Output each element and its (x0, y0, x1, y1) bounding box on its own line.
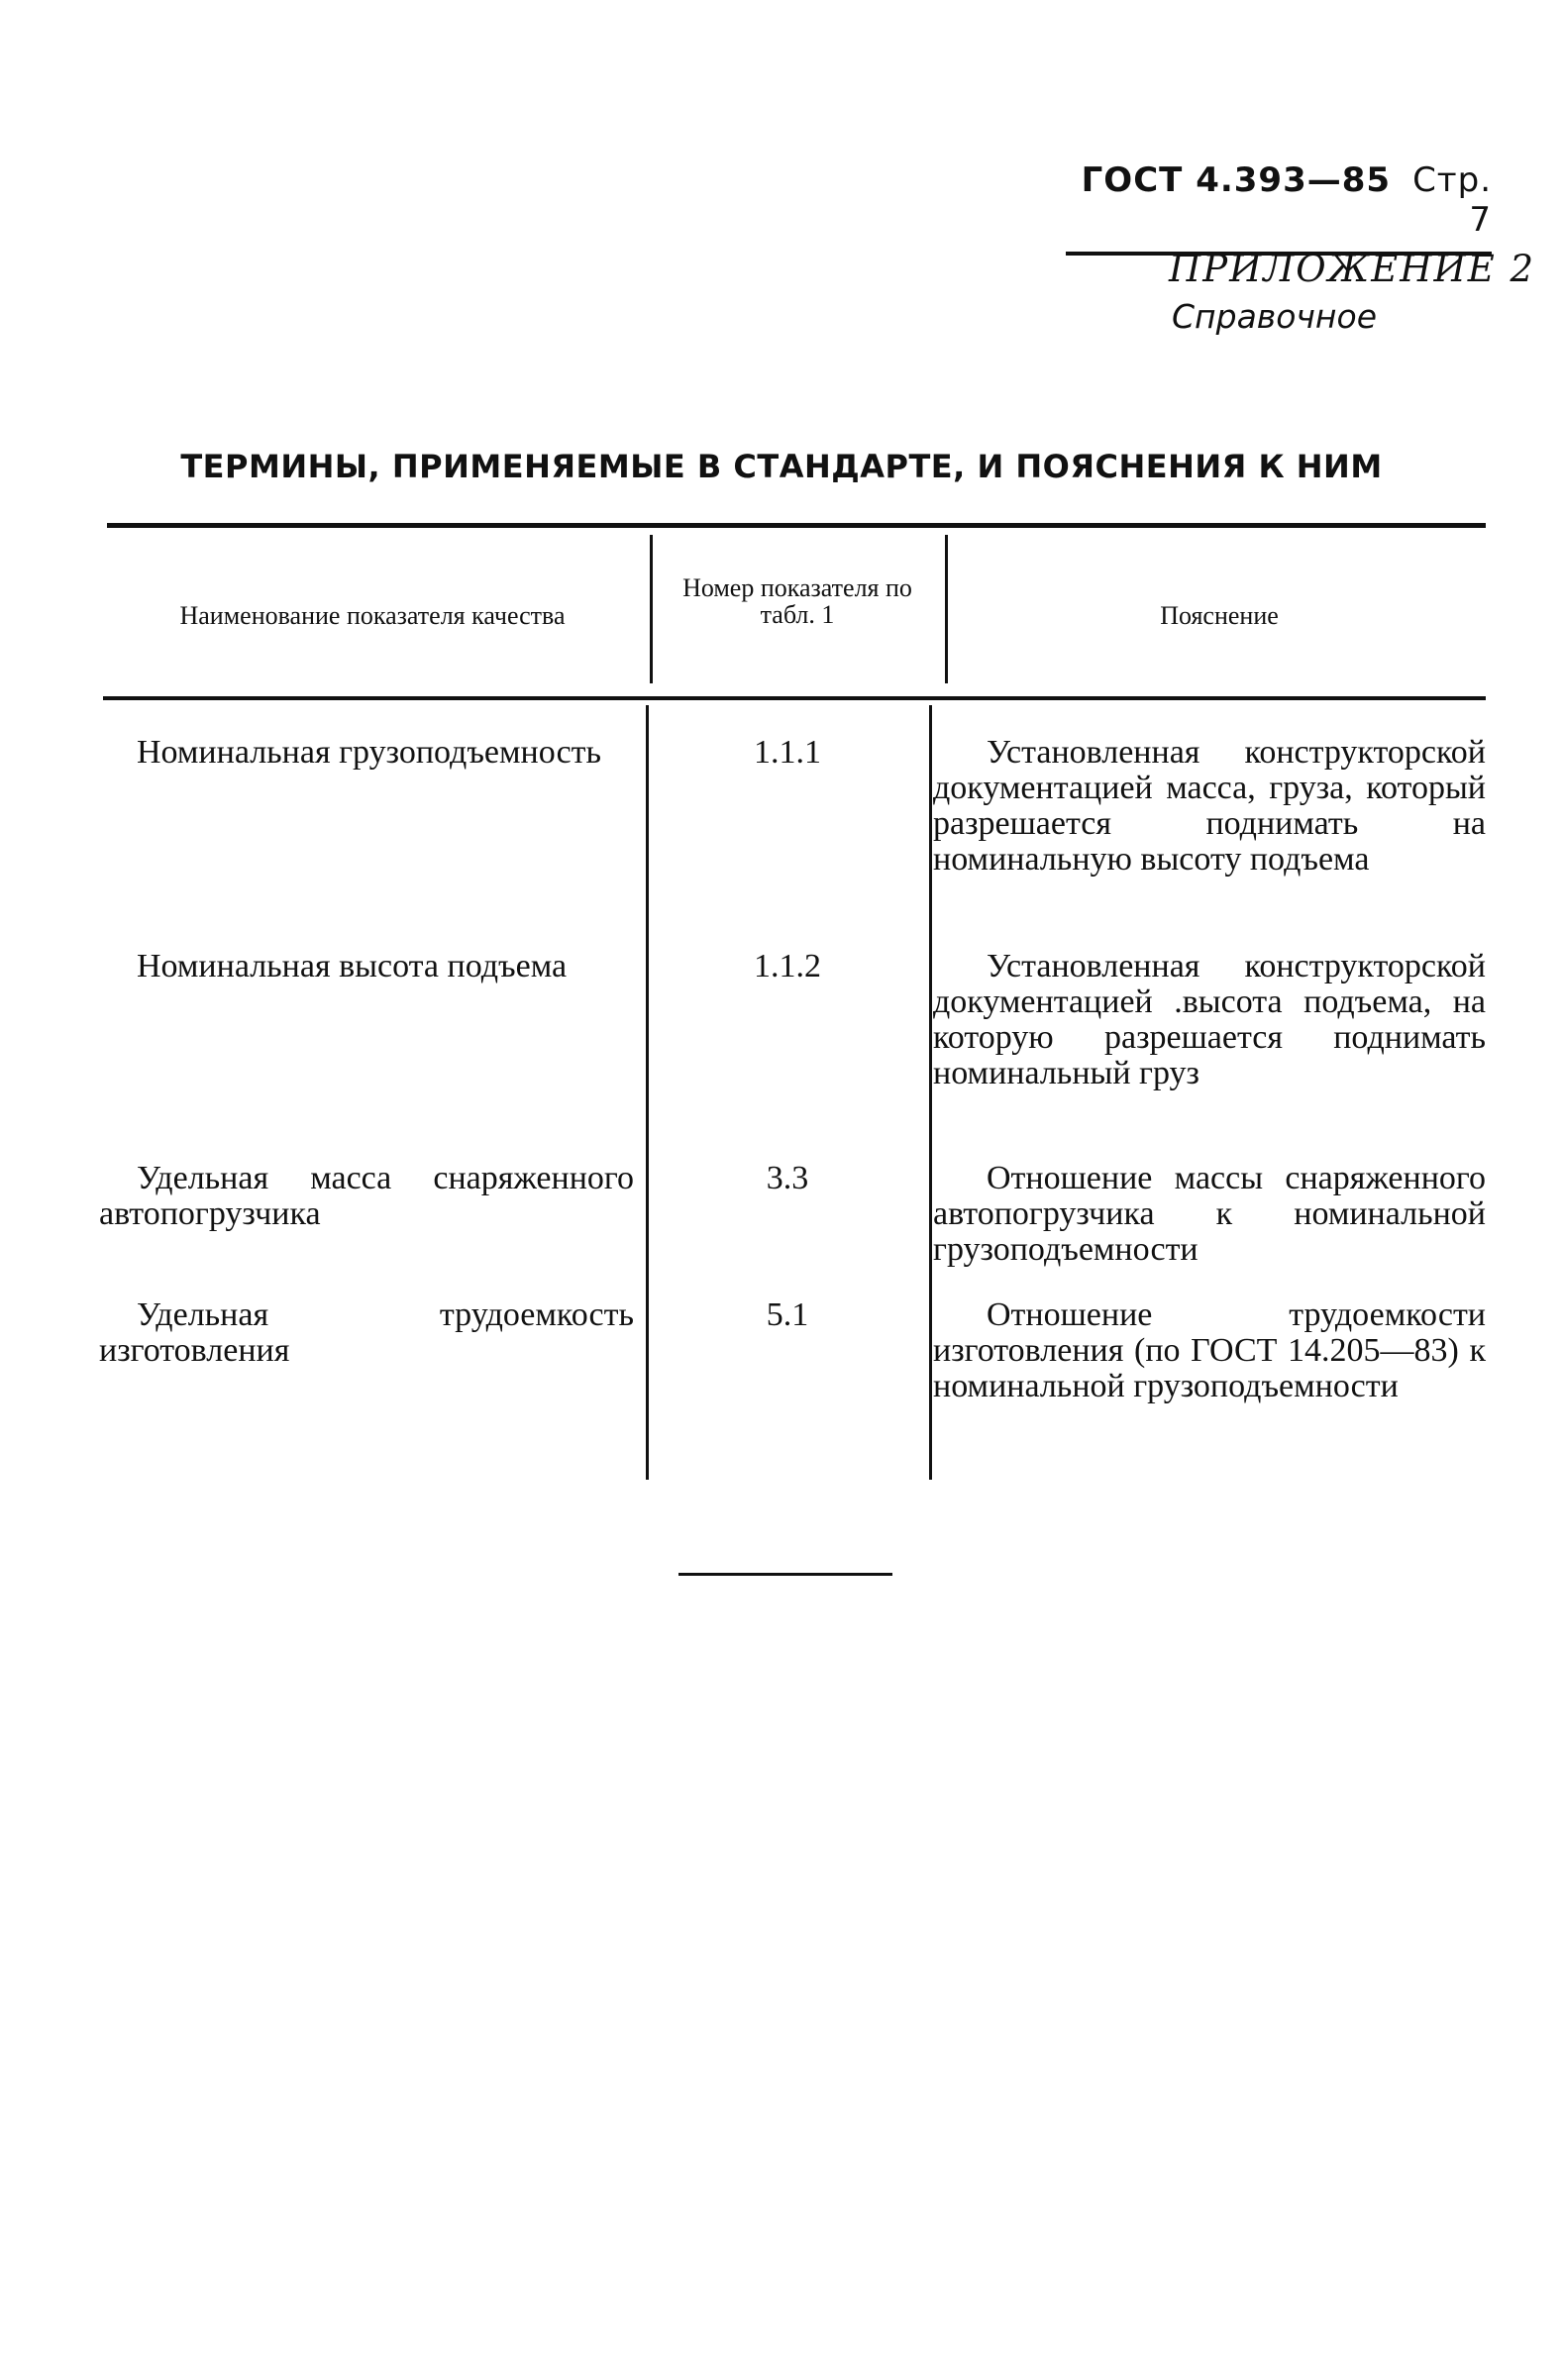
document-title: ТЕРМИНЫ, ПРИМЕНЯЕМЫЕ В СТАНДАРТЕ, И ПОЯСНЕНИЯ К НИМ (180, 448, 1383, 485)
body-divider-2 (929, 705, 932, 1480)
row-2-explanation: Установленная конструкторской документацией .высота подъема, на которую разрешается поднимать номинальный груз (933, 948, 1486, 1091)
row-4-explanation: Отношение трудоемкости изготовления (по ГОСТ 14.205—83) к номинальной грузоподъемности (933, 1296, 1486, 1404)
page-header (1066, 160, 1492, 256)
standard-number: ГОСТ 4.393—85 (1081, 160, 1392, 200)
page-number: Стр. 7 (1412, 160, 1492, 240)
table-top-rule (107, 523, 1486, 528)
column-header-explanation: Пояснение (1160, 601, 1279, 630)
row-1-name: Номинальная грузоподъемность (137, 734, 602, 771)
row-3-number: 3.3 (766, 1160, 809, 1196)
end-rule (678, 1573, 892, 1576)
column-header-number: Номер показателя по табл. 1 (682, 573, 912, 629)
row-1-number: 1.1.1 (754, 734, 821, 771)
row-4-number: 5.1 (766, 1296, 809, 1333)
body-divider-1 (646, 705, 649, 1480)
row-2-number: 1.1.2 (754, 948, 821, 984)
column-header-name: Наименование показателя качества (179, 601, 566, 630)
header-bottom-rule (103, 696, 1486, 700)
row-2-name: Номинальная высота подъема (137, 948, 568, 984)
header-divider-2 (945, 535, 948, 683)
appendix-type: Справочное (1172, 297, 1377, 336)
row-1-explanation: Установленная конструкторской документацией масса, груза, который разрешается поднимать на номинальную высоту подъема (933, 734, 1486, 878)
row-3-name: Удельная масса снаряженного автопогрузчика (99, 1160, 634, 1232)
row-4-name: Удельная трудоемкость изготовления (99, 1296, 634, 1369)
header-divider-1 (650, 535, 653, 683)
appendix-title: ПРИЛОЖЕНИЕ 2 (1169, 248, 1536, 290)
row-3-explanation: Отношение массы снаряженного автопогрузчика к номинальной грузоподъемности (933, 1160, 1486, 1268)
